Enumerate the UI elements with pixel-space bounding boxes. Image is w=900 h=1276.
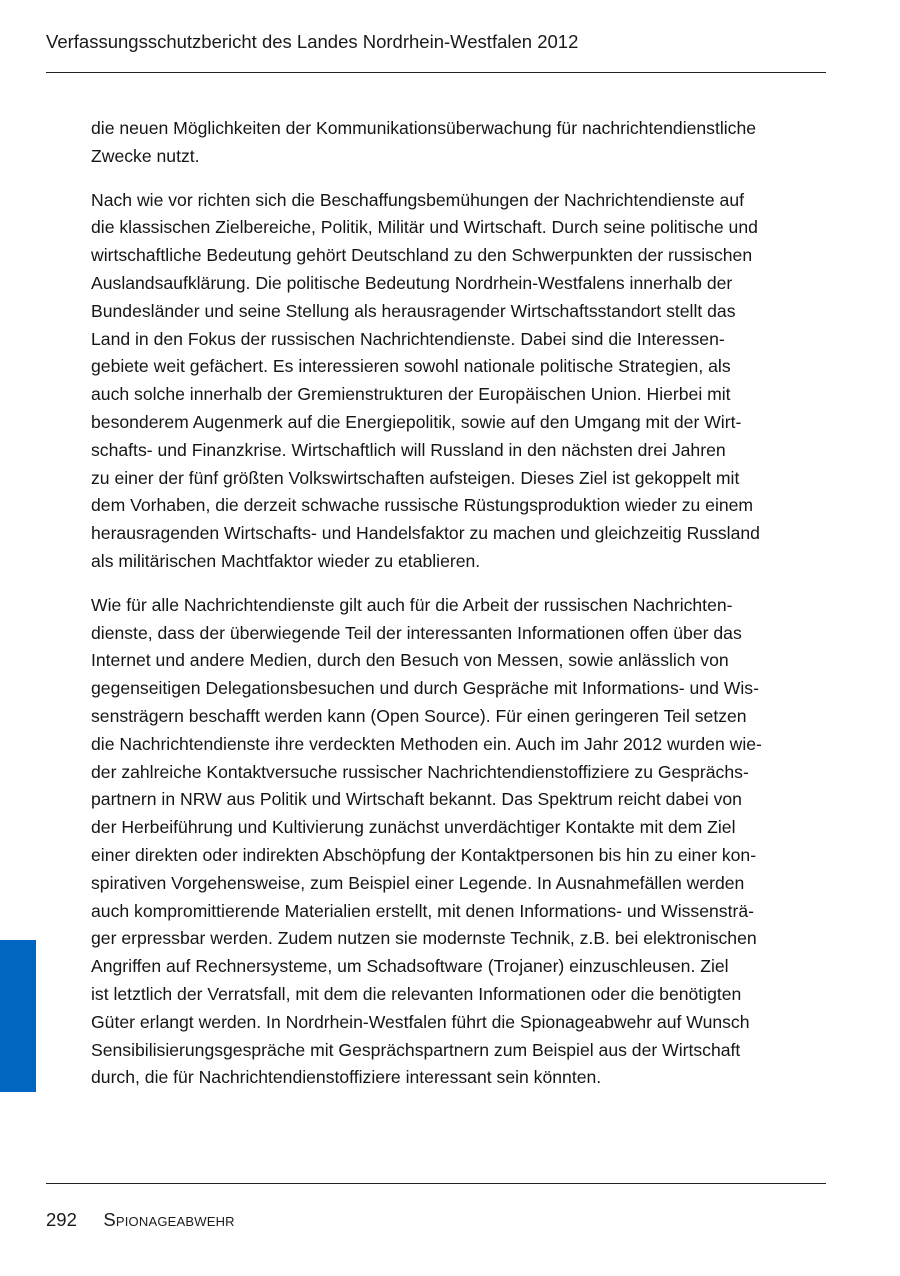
text-line: dienste, dass der überwiegende Teil der interessanten Informationen offen über das [91,622,742,643]
text-line: Angriffen auf Rechnersysteme, um Schadsoftware (Trojaner) einzuschleusen. Ziel [91,956,729,977]
text-line: wirtschaftliche Bedeutung gehört Deutschland zu den Schwerpunkten der russischen [91,245,753,266]
text-line: herausragenden Wirtschafts- und Handelsfaktor zu machen und gleichzeitig Russland [91,523,760,544]
text-line: schafts- und Finanzkrise. Wirtschaftlich will Russland in den nächsten drei Jahren [91,439,726,460]
text-line: Güter erlangt werden. In Nordrhein-Westfalen führt die Spionageabwehr auf Wunsch [91,1011,750,1032]
text-line: sensträgern beschafft werden kann (Open Source). Für einen geringeren Teil setzen [91,705,747,726]
text-line: als militärischen Machtfaktor wieder zu etablieren. [91,550,481,571]
text-line: Auslandsaufklärung. Die politische Bedeutung Nordrhein-Westfalens innerhalb der [91,272,733,293]
text-line: Wie für alle Nachrichtendienste gilt auch für die Arbeit der russischen Nachrichten- [91,594,733,615]
text-line: Nach wie vor richten sich die Beschaffungsbemühungen der Nachrichtendienste auf [91,189,744,210]
text-line: auch kompromittierende Materialien erstellt, mit denen Informations- und Wissensträ- [91,900,754,921]
text-line: zu einer der fünf größten Volkswirtschaften aufsteigen. Dieses Ziel ist gekoppelt mit [91,467,740,488]
text-line: dem Vorhaben, die derzeit schwache russische Rüstungsproduktion wieder zu einem [91,495,754,516]
footer-rule [46,1183,826,1184]
text-line: spirativen Vorgehensweise, zum Beispiel einer Legende. In Ausnahmefällen werden [91,872,745,893]
running-header-title: Verfassungsschutzbericht des Landes Nordrhein-Westfalen 2012 [46,31,579,52]
text-line: auch solche innerhalb der Gremienstrukturen der Europäischen Union. Hierbei mit [91,384,731,405]
text-line: einer direkten oder indirekten Abschöpfung der Kontaktpersonen bis hin zu einer kon- [91,844,757,865]
text-line: die neuen Möglichkeiten der Kommunikationsüberwachung für nachrichtendienstliche [91,118,757,138]
page-footer [46,1209,235,1231]
text-line: der zahlreiche Kontaktversuche russischer Nachrichtendienstoffiziere zu Gesprächs- [91,761,749,782]
text-line: Zwecke nutzt. [91,145,200,166]
header-rule [46,72,826,73]
text-line: Bundesländer und seine Stellung als herausragender Wirtschaftsstandort stellt das [91,300,736,321]
text-line: die klassischen Zielbereiche, Politik, Militär und Wirtschaft. Durch seine politische und [91,217,758,238]
text-line: Sensibilisierungsgespräche mit Gesprächspartnern zum Beispiel aus der Wirtschaft [91,1039,741,1060]
text-line: Internet und andere Medien, durch den Besuch von Messen, sowie anlässlich von [91,650,729,671]
paragraph [91,115,831,171]
chapter-side-tab [0,940,36,1092]
text-line: gebiete weit gefächert. Es interessieren sowohl nationale politische Strategien, als [91,356,731,377]
text-line: Land in den Fokus der russischen Nachrichtendienste. Dabei sind die Interessen- [91,328,725,349]
paragraph [91,187,831,576]
text-line: partnern in NRW aus Politik und Wirtschaft bekannt. Das Spektrum reicht dabei von [91,789,742,810]
paragraph [91,592,831,1092]
text-line: ist letztlich der Verratsfall, mit dem die relevanten Informationen oder die benötigten [91,983,742,1004]
text-line: ger erpressbar werden. Zudem nutzen sie modernste Technik, z.B. bei elektronischen [91,928,757,949]
text-line: besonderem Augenmerk auf die Energiepolitik, sowie auf den Umgang mit der Wirt- [91,411,742,432]
page-number: 292 [46,1209,77,1230]
text-line: die Nachrichtendienste ihre verdeckten Methoden ein. Auch im Jahr 2012 wurden wie- [91,733,762,754]
body-text [91,115,831,1108]
section-name: Spionageabwehr [103,1209,235,1230]
text-line: der Herbeiführung und Kultivierung zunächst unverdächtiger Kontakte mit dem Ziel [91,817,736,838]
text-line: gegenseitigen Delegationsbesuchen und durch Gespräche mit Informations- und Wis- [91,678,759,699]
text-line: durch, die für Nachrichtendienstoffiziere interessant sein könnten. [91,1067,602,1088]
